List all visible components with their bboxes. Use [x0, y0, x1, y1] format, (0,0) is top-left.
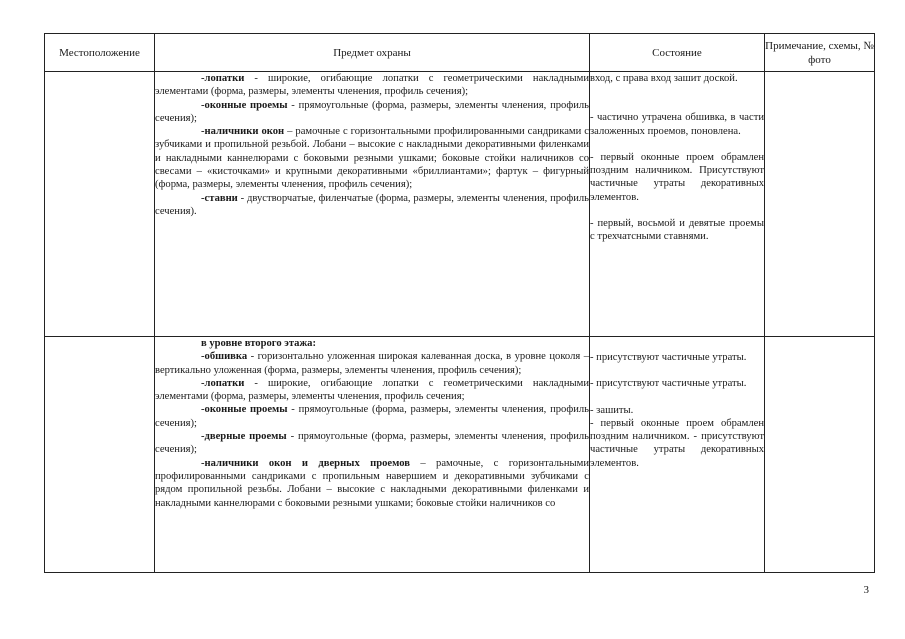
location-cell — [45, 72, 155, 337]
subject-term: -ставни — [201, 192, 238, 204]
subject-text: - широкие, огибающие лопатки с геометрическими накладными элементами (форма, размеры, элементы членения, профиль сечения; — [155, 377, 589, 403]
subject-paragraph — [155, 99, 589, 126]
subject-text: - широкие, огибающие лопатки с геометрическими накладными элементами (форма, размеры, элементы членения, профиль сечения); — [155, 73, 589, 98]
subject-paragraph — [155, 377, 589, 404]
subject-text: – рамочные с горизонтальными профилированными сандриками с зубчиками и пропильной резьбой. Лобани – высокие с накладными декоративными филенками и накладными каннелюрами с боковыми резными ушками; боковые стойки наличников со свесами – «кисточками» и крупными декоративными «бриллиантами»; фартук – фигурный (форма, размеры, элементы членения, профиль сечения); — [155, 126, 589, 191]
header-location: Местоположение — [45, 34, 155, 72]
state-cell — [590, 72, 765, 337]
subject-term: -оконные проемы — [201, 404, 288, 416]
subject-paragraph — [155, 403, 589, 430]
subject-text: - прямоугольные (форма, размеры, элементы членения, профиль сечения); — [155, 431, 589, 456]
state-note: - присутствуют частичные утраты. — [590, 378, 747, 390]
subject-cell — [155, 72, 590, 337]
page-number: 3 — [863, 584, 869, 596]
subject-term: -наличники окон и дверных проемов — [201, 457, 410, 469]
state-note: - частично утрачена обшивка, в части заложенных проемов, поновлена. — [590, 112, 764, 137]
header-state: Состояние — [590, 34, 765, 72]
subject-text: – рамочные, с горизонтальными профилированными сандриками с пропильным навершием и декоративными зубчиками с рядом пропильной резьбы. Лобани – высокие с накладными декоративными филенками и накладными каннелюрами с боковыми резными ушками; боковые стойки наличников со — [155, 457, 589, 509]
subject-text: - прямоугольные (форма, размеры, элементы членения, профиль сечения); — [155, 404, 589, 429]
state-note: - зашиты. — [590, 404, 634, 416]
state-note: - первый оконные проем обрамлен поздним наличником. - присутствуют частичные утраты декоративных элементов. — [590, 417, 764, 469]
subject-term: -лопатки — [201, 73, 245, 84]
subject-paragraph — [155, 457, 589, 510]
header-note: Примечание, схемы, № фото — [765, 34, 875, 72]
protection-subject-table — [44, 33, 875, 573]
table-row — [45, 337, 875, 573]
subject-cell — [155, 337, 590, 573]
subject-paragraph — [155, 350, 589, 377]
subject-term: -оконные проемы — [201, 99, 288, 111]
subject-text: - горизонтально уложенная широкая калеванная доска, в уровне цоколя – вертикально уложенная (форма, размеры, элементы членения, профиль сечения); — [155, 351, 589, 376]
subject-term: -обшивка — [201, 351, 248, 363]
note-cell — [765, 337, 875, 573]
subject-term: -дверные проемы — [201, 431, 287, 443]
subject-paragraph — [155, 125, 589, 191]
subject-text: - прямоугольные (форма, размеры, элементы членения, профиль сечения); — [155, 99, 589, 124]
state-note: - первый, восьмой и девятые проемы с трехчатсными ставнями. — [590, 218, 764, 243]
state-note: - первый оконные проем обрамлен поздним наличником. Присутствуют частичные утраты декоративных элементов. — [590, 151, 764, 203]
header-subject: Предмет охраны — [155, 34, 590, 72]
subject-paragraph — [155, 192, 589, 219]
state-note: вход, с права вход зашит доской. — [590, 73, 738, 84]
table-row — [45, 72, 875, 337]
section-heading: в уровне второго этажа: — [201, 338, 316, 349]
location-cell — [45, 337, 155, 573]
subject-text: - двустворчатые, филенчатые (форма, размеры, элементы членения, профиль сечения). — [155, 192, 589, 217]
subject-paragraph — [155, 430, 589, 457]
note-cell — [765, 72, 875, 337]
subject-term: -лопатки — [201, 377, 245, 389]
subject-term: -наличники окон — [201, 126, 285, 138]
state-note: - присутствуют частичные утраты. — [590, 352, 747, 363]
state-cell — [590, 337, 765, 573]
table-header-row — [45, 34, 875, 72]
subject-paragraph — [155, 72, 589, 99]
